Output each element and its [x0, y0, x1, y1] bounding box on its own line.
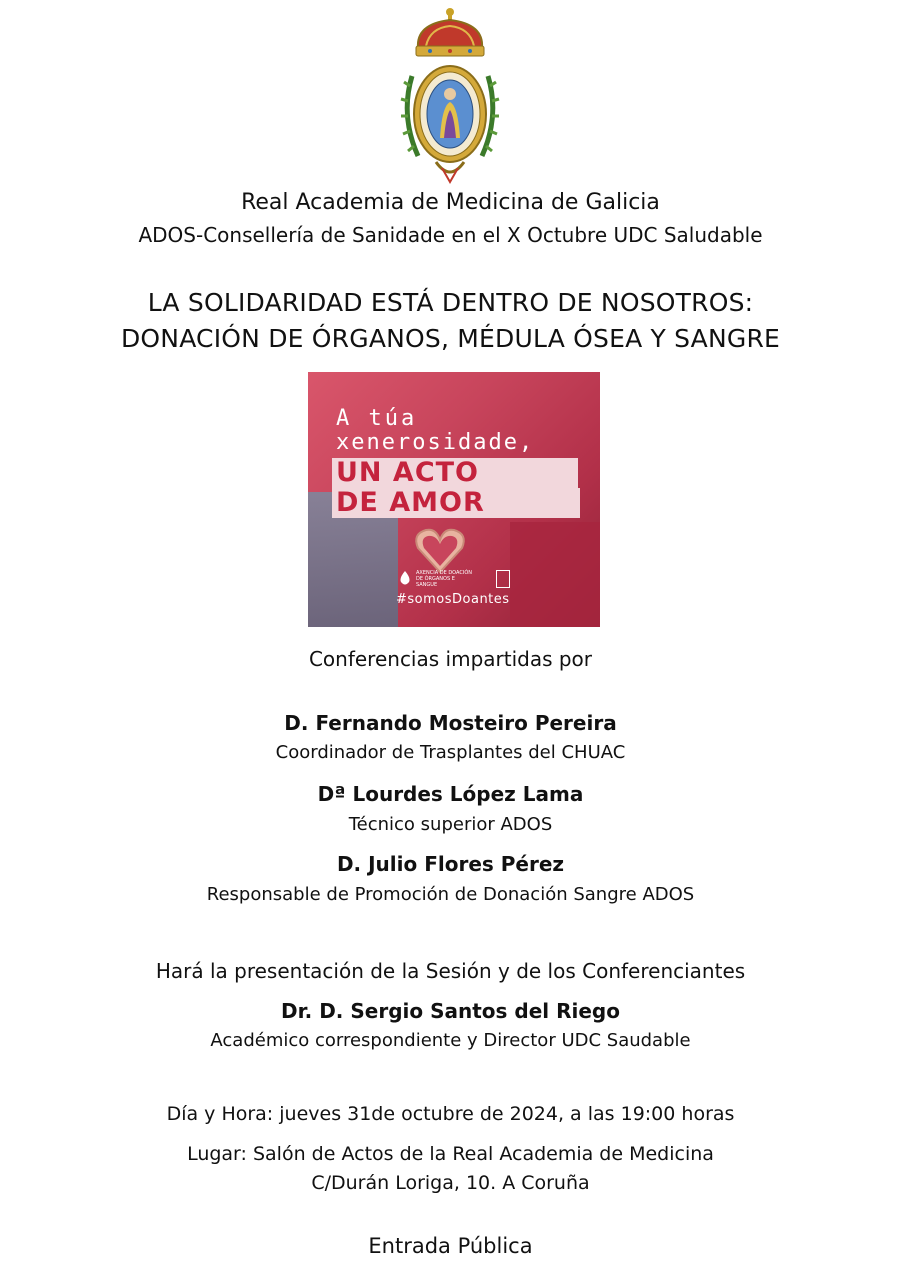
speaker-2-role: Técnico superior ADOS	[348, 814, 553, 835]
speaker-3-name: D. Julio Flores Pérez	[336, 852, 565, 876]
event-place: Lugar: Salón de Actos de la Real Academia de Medicina	[187, 1143, 714, 1165]
presentation-lead: Hará la presentación de la Sesión y de los Conferenciantes	[155, 959, 746, 983]
presenter-name: Dr. D. Sergio Santos del Riego	[281, 999, 620, 1023]
royal-academy-crest-icon	[396, 6, 504, 186]
poster-sleeve-area	[510, 522, 600, 627]
poster-hashtag: #somosDoantes	[396, 592, 510, 607]
poster-highlight-1: UN ACTO	[336, 457, 480, 488]
event-title-line-2: DONACIÓN DE ÓRGANOS, MÉDULA ÓSEA Y SANGRE	[120, 324, 781, 353]
ados-logo-text: AXENCIA DE DOACIÓN DE ÓRGANOS E SANGUE	[416, 570, 472, 588]
organization-name: Real Academia de Medicina de Galicia	[241, 190, 660, 215]
poster-line-2: xenerosidade,	[336, 430, 535, 455]
presenter-role: Académico correspondiente y Director UDC Saudable	[210, 1030, 691, 1051]
campaign-poster	[308, 372, 600, 627]
xunta-logo-icon	[496, 570, 510, 588]
speaker-2-name: Dª Lourdes López Lama	[317, 782, 584, 806]
poster-highlight-band-1	[332, 458, 578, 488]
event-address: C/Durán Loriga, 10. A Coruña	[311, 1172, 590, 1194]
lectures-lead: Conferencias impartidas por	[308, 647, 593, 671]
organization-subtitle: ADOS-Consellería de Sanidade en el X Octubre UDC Saludable	[138, 223, 763, 247]
event-datetime: Día y Hora: jueves 31de octubre de 2024, a las 19:00 horas	[166, 1103, 735, 1125]
speaker-1-name: D. Fernando Mosteiro Pereira	[284, 711, 617, 735]
speaker-1-role: Coordinador de Trasplantes del CHUAC	[275, 742, 626, 763]
poster-highlight-2: DE AMOR	[336, 487, 485, 518]
speaker-3-role: Responsable de Promoción de Donación Sangre ADOS	[206, 884, 695, 905]
event-title-line-1: LA SOLIDARIDAD ESTÁ DENTRO DE NOSOTROS:	[147, 288, 754, 317]
ados-drop-logo-icon	[398, 570, 412, 586]
poster-highlight-band-2	[332, 488, 580, 518]
crown-icon	[416, 8, 484, 56]
poster-line-1: A túa	[336, 406, 418, 431]
entry-notice: Entrada Pública	[368, 1234, 533, 1258]
